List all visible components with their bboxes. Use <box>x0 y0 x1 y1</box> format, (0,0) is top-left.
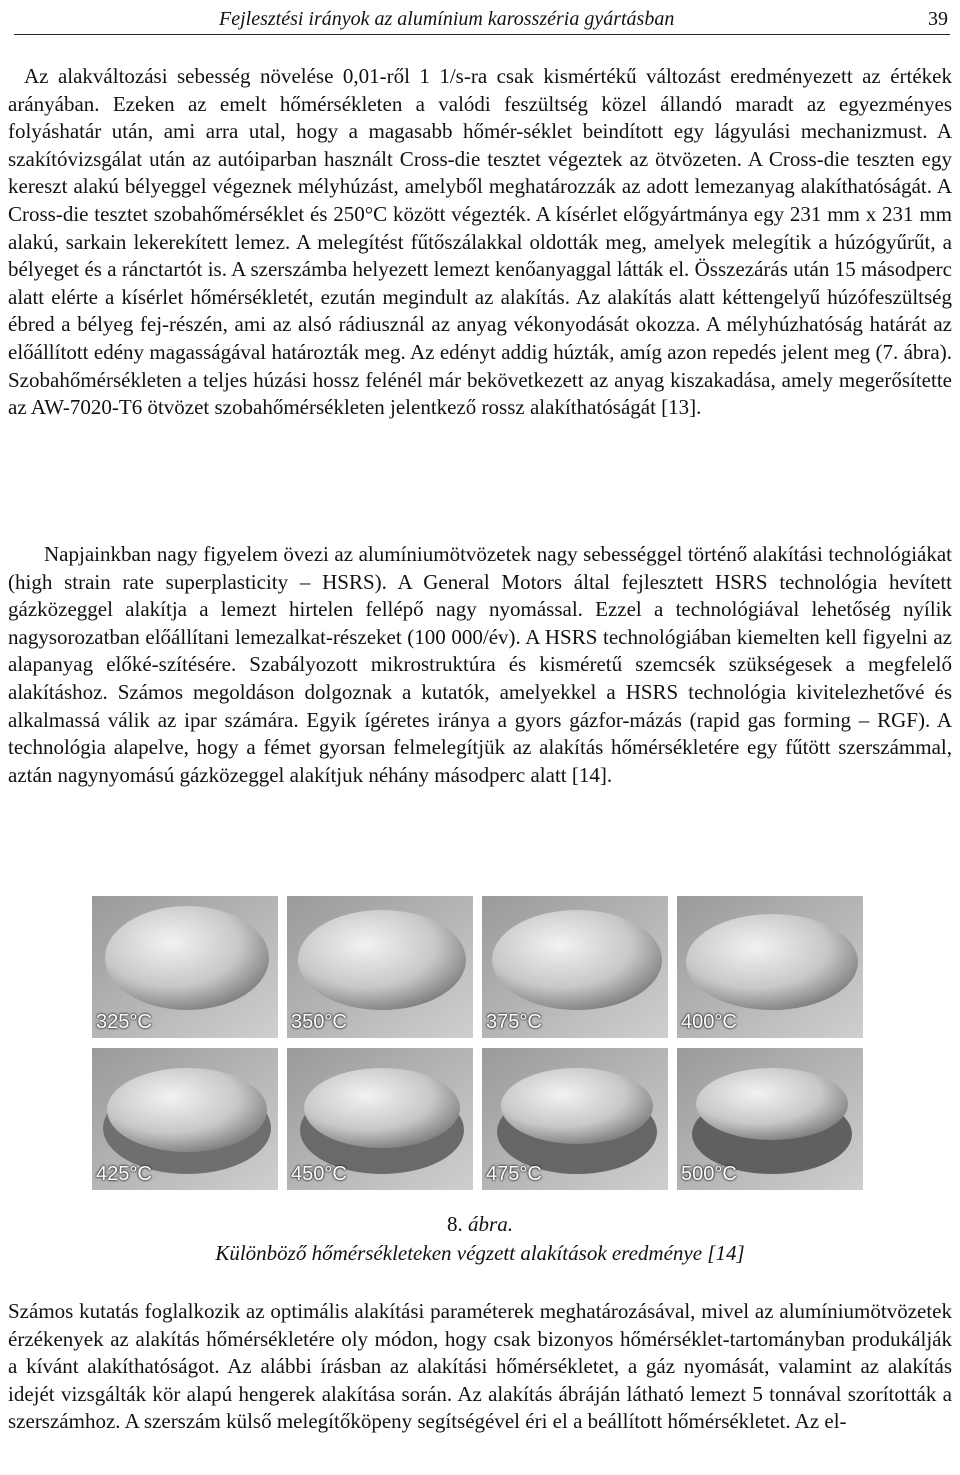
page-number: 39 <box>928 8 948 30</box>
paragraph-1: Az alakváltozási sebesség növelése 0,01-ről 1 1/s-ra csak kismértékű változást eredményezett az értékek arányában. Ezeken az emelt hőmérsékleten a valódi feszültség közel állandó maradt az egyezményes folyáshatár után, ami arra utal, hogy a magasabb hőmér-séklet beindított egy lágyulási mechanizmust. A szakítóvizsgálat után az autóiparban használt Cross-die tesztet végeztek az ötvözeten. A Cross-die teszten egy kereszt alakú bélyeggel végeznek mélyhúzást, amelyből meghatározzák az adott lemezanyag alakíthatóságát. A Cross-die tesztet szobahőmérséklet és 250°C között végezték. A kísérlet előgyártmánya egy 231 mm x 231 mm alakú, sarkain lekerekített lemez. A melegítést fűtőszálakkal oldották meg, amelyek melegítik a húzógyűrűt, a bélyeget és a ránctartót is. A szerszámba helyezett lemezt kenőanyaggal látták el. Összezárás után 15 másodperc alatt elérte a kísérlet hőmérsékletét, ezután megindult az alakítás. Az alakítás alatt kéttengelyű húzófeszültség ébred a bélyeg fej-részén, ami az alsó rádiusznál az anyag vékonyodását okozza. A mélyhúzhatóság határát az előállított edény magasságával határozták meg. Az edényt addig húzták, amíg azon repedés jelent meg (7. ábra). Szobahőmérsékleten a teljes húzási hossz felénél már bekövetkezett az anyag kiszakadása, amely megerősítette az AW-7020-T6 ötvözet szobahőmérsékleten jelentkező rossz alakíthatóságát [13]. <box>8 64 952 420</box>
paragraph-3: Számos kutatás foglalkozik az optimális alakítási paraméterek meghatározásával, mivel az alumíniumötvözetek érzékenyek az alakítás hőmérsékletére oly módon, hogy csak bizonyos hőmérséklet-tartományban produkálják a kívánt alakíthatóságot. Az alábbi írásban az alakítási hőmérsékletet, a gáz nyomását, valamint az alakítás idejét vizsgálták kör alapú hengerek alakítása során. Az alakítás ábráján látható lemezt 5 tonnával szorították a szerszámhoz. A szerszám külső melegítőköpeny segítségével éri el a beállított hőmérsékletet. Az el- <box>8 1299 952 1434</box>
running-header <box>14 4 950 35</box>
figure-panel <box>677 1048 863 1190</box>
temperature-label: 325°C <box>96 1011 152 1033</box>
caption-label: ábra. <box>468 1212 513 1236</box>
paragraph-2: Napjainkban nagy figyelem övezi az alumíniumötvözetek nagy sebességgel történő alakítási technológiákat (high strain rate superplasticity – HSRS). A General Motors által fejlesztett HSRS technológia hevített gázközeggel alakítja a lemezt hirtelen fellépő nagy nyomással. Ezzel a technológiával lehetőség nyílik nagysorozatban előállítani lemezalkat-részeket (100 000/év). A HSRS technológiában kiemelten kell figyelni az alapanyag előké-szítésére. Szabályozott mikrostruktúra és kisméretű szemcsék szükségesek a megfelelő alakításhoz. Számos megoldáson dolgoznak a kutatók, amelyekkel a HSRS technológia kivitelezhetővé és alkalmassá válik az ipar számára. Egyik ígéretes iránya a gyors gázfor-mázás (rapid gas forming – RGF). A technológia alapelve, hogy a fémet gyorsan felmelegítjük az alakítás hőmérsékletére egy fűtött szerszámmal, aztán nagynyomású gázközeggel alakítjuk néhány másodperc alatt [14]. <box>8 542 952 787</box>
figure-formed-cups <box>92 896 864 1192</box>
figure-caption-text: Különböző hőmérsékleteken végzett alakítások eredménye [14] <box>215 1241 745 1265</box>
figure-panel <box>482 1048 668 1190</box>
figure-panel <box>287 1048 473 1190</box>
figure-caption-number <box>0 1212 960 1237</box>
figure-panel <box>482 896 668 1038</box>
temperature-label: 500°C <box>681 1163 737 1185</box>
temperature-label: 350°C <box>291 1011 347 1033</box>
caption-number: 8. <box>447 1212 463 1236</box>
figure-panel <box>92 896 278 1038</box>
temperature-label: 475°C <box>486 1163 542 1185</box>
figure-panel <box>677 896 863 1038</box>
temperature-label: 425°C <box>96 1163 152 1185</box>
temperature-label: 450°C <box>291 1163 347 1185</box>
figure-panel <box>287 896 473 1038</box>
temperature-label: 375°C <box>486 1011 542 1033</box>
temperature-label: 400°C <box>681 1011 737 1033</box>
figure-panel <box>92 1048 278 1190</box>
running-title: Fejlesztési irányok az alumínium karosszéria gyártásban <box>219 8 675 30</box>
